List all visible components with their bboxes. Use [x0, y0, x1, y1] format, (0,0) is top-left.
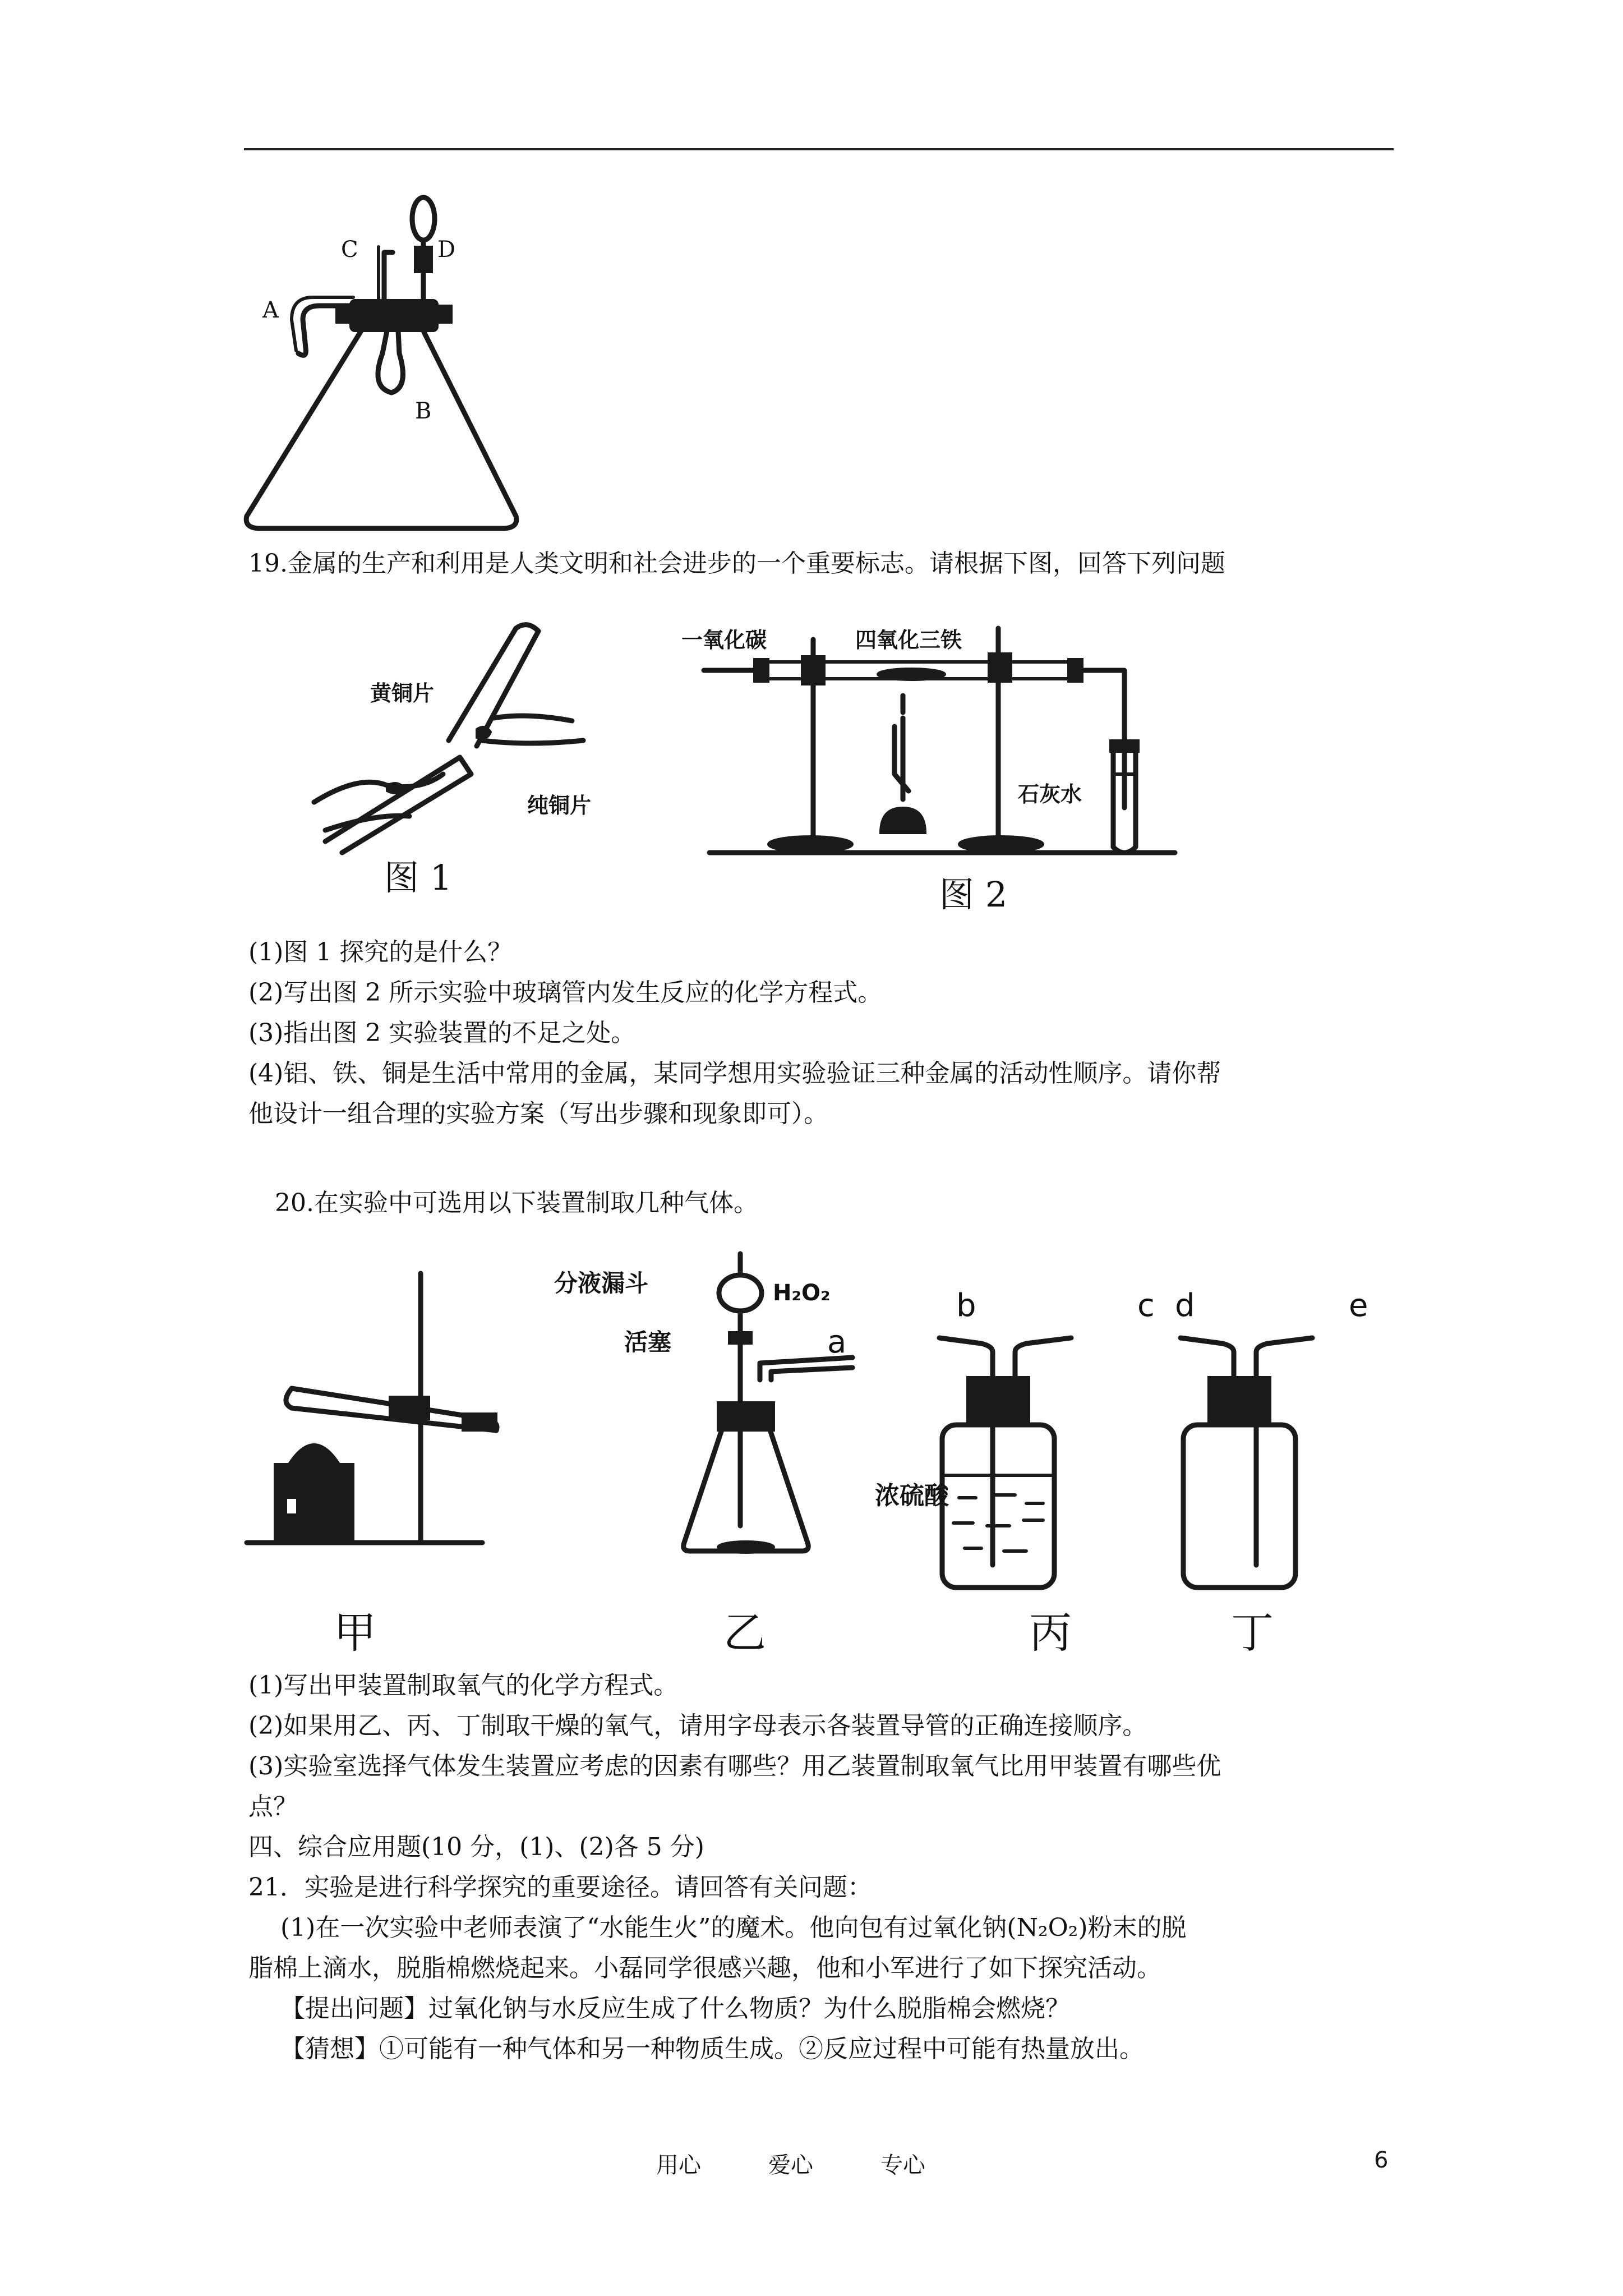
fig2-caption: 图 2 [939, 874, 1008, 915]
q19-figure-2 [681, 606, 1186, 931]
section-4-title: 四、综合应用题(10 分，(1)、(2)各 5 分) [248, 1833, 704, 1861]
label-b: b [956, 1287, 976, 1324]
footer-motto-1: 用心 [656, 2152, 701, 2178]
label-d: d [1175, 1287, 1195, 1324]
footer-motto-3: 专心 [880, 2152, 925, 2178]
label-a: A [262, 297, 279, 323]
label-stopcock: 活塞 [624, 1328, 672, 1356]
q18-flask-figure [236, 185, 550, 533]
label-c: C [341, 237, 358, 263]
caption-yi: 乙 [723, 1608, 766, 1658]
fig1-caption: 图 1 [384, 857, 453, 898]
label-e: e [1349, 1287, 1368, 1324]
label-limewater: 石灰水 [1018, 782, 1082, 807]
label-d: D [437, 237, 456, 263]
q20-stem: 20.在实验中可选用以下装置制取几种气体。 [275, 1189, 758, 1217]
q19-figure-1 [292, 606, 606, 920]
caption-ding: 丁 [1231, 1608, 1274, 1658]
q20-figure [241, 1240, 1396, 1666]
scratch-test-drawing [292, 606, 606, 864]
q21-question: 【提出问题】过氧化钠与水反应生成了什么物质？为什么脱脂棉会燃烧？ [280, 1994, 1070, 2023]
label-funnel: 分液漏斗 [554, 1269, 649, 1297]
label-b: B [415, 398, 432, 424]
q20-sub2: (2)如果用乙、丙、丁制取干燥的氧气，请用字母表示各装置导管的正确连接顺序。 [248, 1711, 1147, 1740]
q21-guess: 【猜想】①可能有一种气体和另一种物质生成。②反应过程中可能有热量放出。 [280, 2035, 1144, 2063]
q21-stem: 21．实验是进行科学探究的重要途径。请回答有关问题： [248, 1873, 872, 1902]
q19-sub1: (1)图 1 探究的是什么？ [248, 938, 513, 967]
label-c: c [1137, 1287, 1155, 1324]
label-h2so4: 浓硫酸 [875, 1481, 949, 1510]
q20-sub1: (1)写出甲装置制取氧气的化学方程式。 [248, 1671, 679, 1700]
caption-bing: 丙 [1029, 1608, 1072, 1658]
label-a: a [827, 1324, 847, 1360]
q20-sub3-line1: (3)实验室选择气体发生装置应考虑的因素有哪些？用乙装置制取氧气比用甲装置有哪些优 [248, 1752, 1221, 1780]
q19-sub2: (2)写出图 2 所示实验中玻璃管内发生反应的化学方程式。 [248, 978, 883, 1007]
label-co: 一氧化碳 [681, 628, 767, 652]
label-h2o2: H₂O₂ [773, 1280, 831, 1306]
flask-apparatus-drawing [236, 185, 550, 533]
label-brass: 黄铜片 [370, 681, 435, 706]
q20-sub3-line2: 点？ [248, 1792, 298, 1821]
q21-p1-line2: 脂棉上滴水，脱脂棉燃烧起来。小磊同学很感兴趣，他和小军进行了如下探究活动。 [248, 1954, 1161, 1982]
q19-sub3: (3)指出图 2 实验装置的不足之处。 [248, 1019, 636, 1047]
label-copper: 纯铜片 [527, 793, 592, 818]
header-rule [244, 148, 1394, 150]
q19-sub4-line2: 他设计一组合理的实验方案（写出步骤和现象即可）。 [248, 1099, 828, 1128]
q21-p1-line1: (1)在一次实验中老师表演了“水能生火”的魔术。他向包有过氧化钠(N₂O₂)粉末的脱 [280, 1913, 1187, 1942]
q19-stem: 19.金属的生产和利用是人类文明和社会进步的一个重要标志。请根据下图，回答下列问题 [248, 549, 1225, 578]
page-number: 6 [1374, 2147, 1389, 2173]
caption-jia: 甲 [334, 1608, 376, 1658]
footer-motto-2: 爱心 [768, 2152, 813, 2178]
q19-sub4-line1: (4)铝、铁、铜是生活中常用的金属，某同学想用实验验证三种金属的活动性顺序。请你帮 [248, 1059, 1221, 1088]
label-fe3o4: 四氧化三铁 [855, 628, 962, 652]
